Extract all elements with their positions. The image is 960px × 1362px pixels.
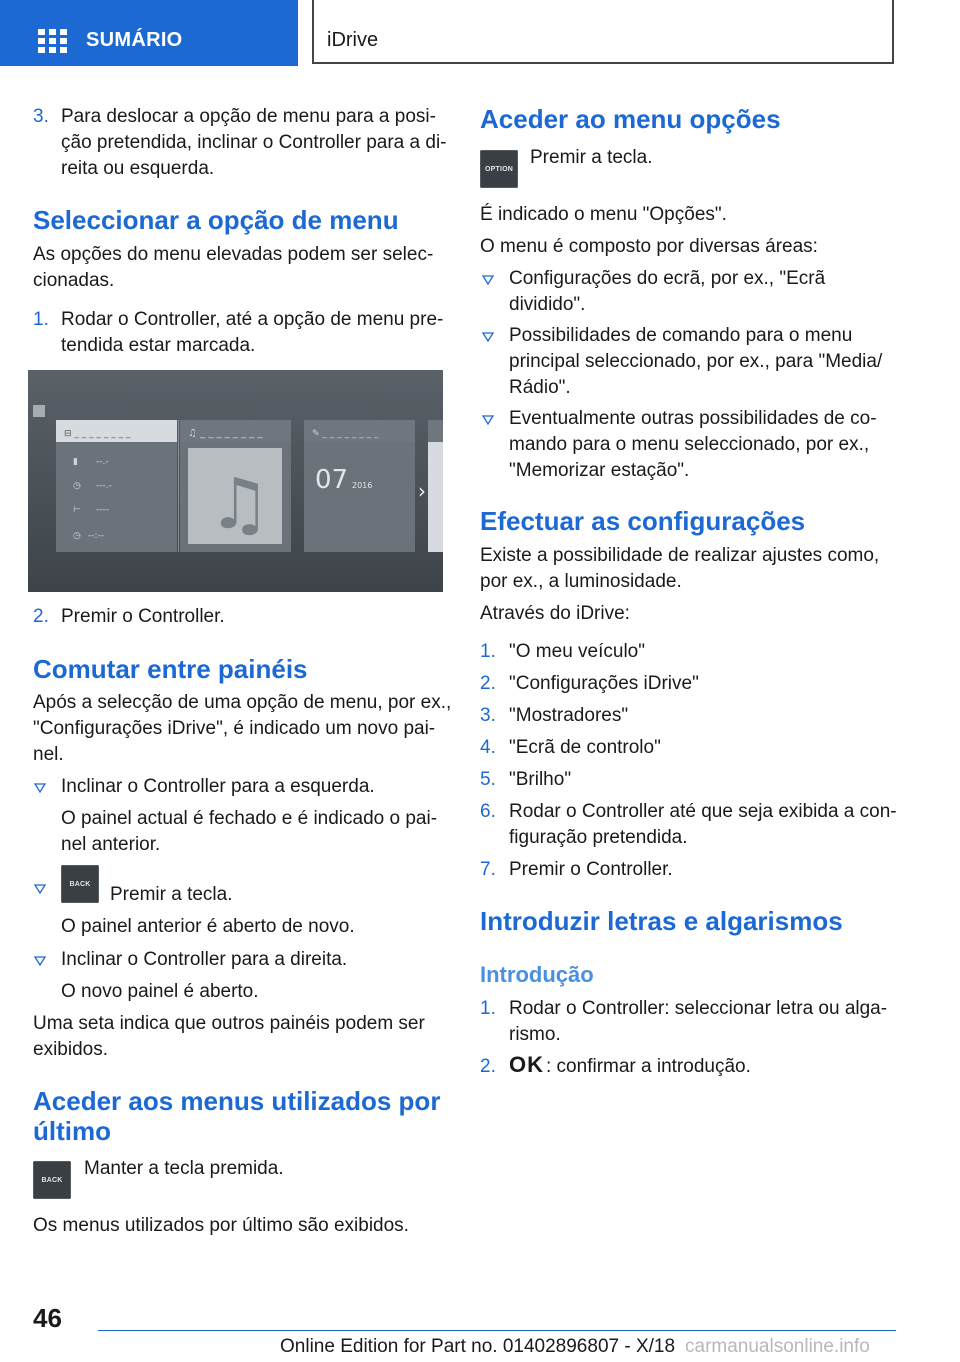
step-number: 5. bbox=[480, 769, 496, 790]
step-text-line: tendida estar marcada. bbox=[61, 335, 256, 356]
summary-tab[interactable] bbox=[0, 0, 298, 66]
bullet-text-line: mando para o menu seleccionado, por ex., bbox=[509, 434, 870, 455]
step-text: "O meu veículo" bbox=[509, 641, 645, 662]
paragraph-line: cionadas. bbox=[33, 270, 115, 291]
paragraph: É indicado o menu "Opções". bbox=[480, 204, 727, 225]
back-key-icon: BACK bbox=[33, 1161, 71, 1199]
section-heading-last: Aceder aos menus utilizados por bbox=[33, 1086, 441, 1116]
svg-text:›: › bbox=[418, 479, 426, 503]
svg-text:◷: ◷ bbox=[73, 531, 81, 541]
bullet-triangle-icon bbox=[482, 415, 494, 425]
bullet-text: Premir a tecla. bbox=[110, 884, 233, 905]
step-text-line: Para deslocar a opção de menu para a posi‐ bbox=[61, 106, 436, 127]
step-number: 2. bbox=[480, 673, 496, 694]
grid-menu-icon bbox=[38, 29, 68, 53]
step-text: "Mostradores" bbox=[509, 705, 629, 726]
step-text: Rodar o Controller até que seja exibida a con‐ bbox=[509, 801, 897, 822]
paragraph-line: por ex., a luminosidade. bbox=[480, 571, 682, 592]
bullet-triangle-icon bbox=[482, 332, 494, 342]
section-heading-switch: Comutar entre painéis bbox=[33, 654, 308, 684]
step-text: "Brilho" bbox=[509, 769, 572, 790]
step-number: 1. bbox=[480, 641, 496, 662]
paragraph-line: Após a selecção de uma opção de menu, por ex., bbox=[33, 692, 452, 713]
step-text-line: Rodar o Controller, até a opção de menu pre‐ bbox=[61, 309, 444, 330]
step-text-line: Rodar o Controller: seleccionar letra ou alga‐ bbox=[509, 998, 888, 1019]
step-text: "Ecrã de controlo" bbox=[509, 737, 661, 758]
bullet-text-line: Rádio". bbox=[509, 377, 571, 398]
ok-symbol-icon: OK bbox=[509, 1052, 544, 1077]
step-text: Premir o Controller. bbox=[509, 859, 673, 880]
bullet-text-line: dividido". bbox=[509, 294, 586, 315]
top-navigation bbox=[0, 0, 960, 66]
svg-text:▮: ▮ bbox=[73, 457, 78, 467]
paragraph-line: nel. bbox=[33, 744, 64, 765]
step-number: 7. bbox=[480, 859, 496, 880]
paragraph: O menu é composto por diversas áreas: bbox=[480, 236, 818, 257]
idrive-panels-graphic bbox=[28, 370, 443, 592]
paragraph: Os menus utilizados por último são exibidos. bbox=[33, 1215, 409, 1236]
key-instruction: Premir a tecla. bbox=[530, 147, 653, 168]
paragraph-line: Existe a possibilidade de realizar ajustes como, bbox=[480, 545, 880, 566]
bullet-subtext: O novo painel é aberto. bbox=[61, 981, 259, 1002]
bullet-subtext: O painel anterior é aberto de novo. bbox=[61, 916, 355, 937]
paragraph-line: exibidos. bbox=[33, 1039, 108, 1060]
bullet-triangle-icon bbox=[34, 884, 46, 894]
step-number: 4. bbox=[480, 737, 496, 758]
panel1-item: ---.- bbox=[96, 481, 112, 491]
chapter-tab[interactable] bbox=[312, 0, 894, 64]
chapter-tab-label: iDrive bbox=[327, 29, 379, 51]
step-number: 1. bbox=[480, 998, 496, 1019]
step-number: 2. bbox=[480, 1056, 496, 1077]
bullet-subtext-line: nel anterior. bbox=[61, 834, 161, 855]
paragraph: Através do iDrive: bbox=[480, 603, 630, 624]
panel1-item: --.- bbox=[96, 457, 109, 467]
footer-divider bbox=[98, 1330, 896, 1331]
bullet-text-line: Eventualmente outras possibilidades de co‐ bbox=[509, 408, 877, 429]
step-number: 1. bbox=[33, 309, 49, 330]
bullet-text: Inclinar o Controller para a direita. bbox=[61, 949, 348, 970]
watermark: carmanualsonline.info bbox=[685, 1336, 870, 1357]
bullet-text-line: Possibilidades de comando para o menu bbox=[509, 325, 853, 346]
paragraph-line: "Configurações iDrive", é indicado um novo pai‐ bbox=[33, 718, 436, 739]
section-heading-options: Aceder ao menu opções bbox=[480, 104, 781, 134]
edition-text: Online Edition for Part no. 01402896807 - X/18 bbox=[280, 1336, 676, 1357]
page-number: 46 bbox=[33, 1303, 62, 1333]
bullet-text-line: principal seleccionado, por ex., para "Media/ bbox=[509, 351, 883, 372]
svg-text:♫: ♫ bbox=[208, 463, 271, 545]
subsection-heading-intro: Introdução bbox=[480, 962, 594, 987]
step-number: 6. bbox=[480, 801, 496, 822]
back-key-icon: BACK bbox=[61, 865, 99, 903]
summary-tab-label: SUMÁRIO bbox=[86, 29, 183, 51]
svg-text:◷: ◷ bbox=[73, 481, 81, 491]
svg-text:♫ _ _ _ _ _ _ _ _: ♫ _ _ _ _ _ _ _ _ bbox=[188, 428, 263, 439]
idrive-screen-illustration bbox=[28, 370, 443, 592]
step-text: figuração pretendida. bbox=[509, 827, 688, 848]
bullet-text: Inclinar o Controller para a esquerda. bbox=[61, 776, 375, 797]
section-heading-select: Seleccionar a opção de menu bbox=[33, 205, 399, 235]
panel1-item: ---- bbox=[96, 505, 109, 515]
bullet-text-line: "Memorizar estação". bbox=[509, 460, 690, 481]
paragraph-line: As opções do menu elevadas podem ser selec‐ bbox=[33, 244, 434, 265]
option-key-icon: OPTION bbox=[480, 150, 518, 188]
step-text: : confirmar a introdução. bbox=[546, 1056, 751, 1077]
step-number: 2. bbox=[33, 606, 49, 627]
panel3-year: 2016 bbox=[352, 481, 373, 490]
bullet-triangle-icon bbox=[34, 956, 46, 966]
step-number: 3. bbox=[480, 705, 496, 726]
panel3-date: 07 bbox=[315, 465, 349, 495]
bullet-triangle-icon bbox=[34, 783, 46, 793]
panel1-item: --:-- bbox=[88, 531, 105, 541]
section-heading-settings: Efectuar as configurações bbox=[480, 506, 806, 536]
step-number: 3. bbox=[33, 106, 49, 127]
section-heading-letters: Introduzir letras e algarismos bbox=[480, 906, 843, 936]
svg-text:✎ _ _ _ _ _ _ _ _: ✎ _ _ _ _ _ _ _ _ bbox=[312, 429, 379, 439]
svg-text:⊢: ⊢ bbox=[73, 505, 81, 515]
step-text-line: rismo. bbox=[509, 1024, 561, 1045]
bullet-subtext-line: O painel actual é fechado e é indicado o pai‐ bbox=[61, 808, 438, 829]
step-text-line: reita ou esquerda. bbox=[61, 158, 215, 179]
step-text-line: ção pretendida, inclinar o Controller para a di‐ bbox=[61, 132, 447, 153]
key-instruction: Manter a tecla premida. bbox=[84, 1158, 284, 1179]
bullet-triangle-icon bbox=[482, 275, 494, 285]
svg-text:⊟ _ _ _ _ _ _ _ _: ⊟ _ _ _ _ _ _ _ _ bbox=[64, 429, 131, 439]
paragraph-line: Uma seta indica que outros painéis podem ser bbox=[33, 1013, 425, 1034]
step-text: "Configurações iDrive" bbox=[509, 673, 699, 694]
step-text: Premir o Controller. bbox=[61, 606, 225, 627]
section-heading-last-cont: último bbox=[33, 1116, 111, 1146]
bullet-text-line: Configurações do ecrã, por ex., "Ecrã bbox=[509, 268, 826, 289]
